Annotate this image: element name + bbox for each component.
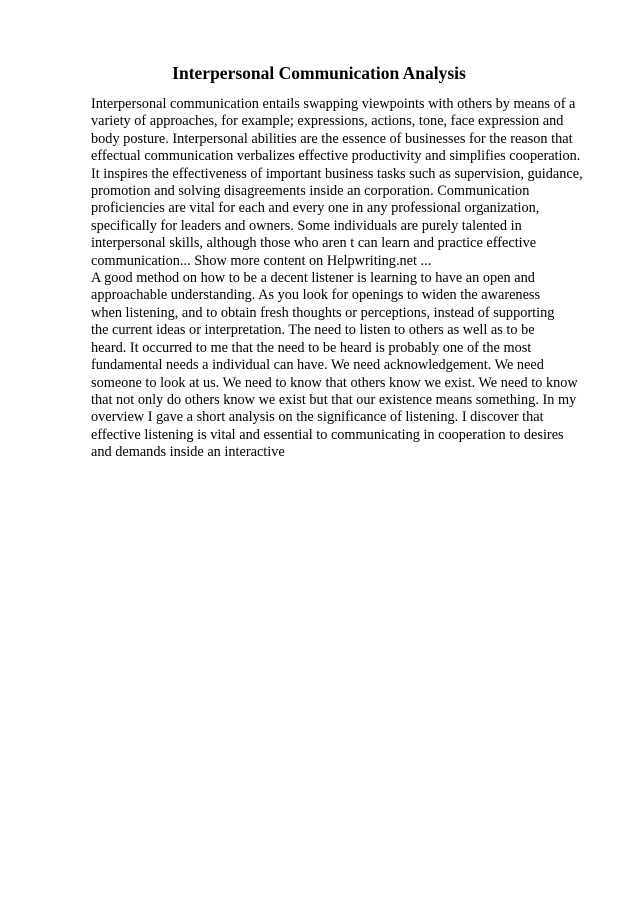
body-line: Interpersonal communication entails swapping viewpoints with others by means of a (91, 96, 576, 112)
body-line: proficiencies are vital for each and every one in any professional organization, (91, 200, 540, 217)
body-line: the current ideas or interpretation. The need to listen to others as well as to be (91, 322, 535, 339)
document-title: Interpersonal Communication Analysis (172, 63, 466, 83)
body-line: It inspires the effectiveness of important business tasks such as supervision, guidance, (91, 165, 583, 182)
body-line: someone to look at us. We need to know that others know we exist. We need to know (91, 374, 578, 391)
body-line: overview I gave a short analysis on the significance of listening. I discover that (91, 409, 544, 426)
body-line: communication... Show more content on Helpwriting.net ... (91, 252, 432, 269)
body-line: interpersonal skills, although those who aren t can learn and practice effective (91, 235, 537, 252)
body-line: heard. It occurred to me that the need to be heard is probably one of the most (91, 339, 532, 356)
body-line: variety of approaches, for example; expressions, actions, tone, face expression and (91, 113, 564, 130)
document-body (91, 96, 601, 462)
body-line: specifically for leaders and owners. Some individuals are purely talented in (91, 217, 522, 234)
body-line: body posture. Interpersonal abilities are the essence of businesses for the reason that (91, 130, 573, 147)
body-line: that not only do others know we exist but that our existence means something. In my (91, 391, 577, 408)
body-line: A good method on how to be a decent listener is learning to have an open and (91, 270, 535, 287)
body-line: fundamental needs a individual can have. We need acknowledgement. We need (91, 357, 544, 374)
body-line: effectual communication verbalizes effective productivity and simplifies cooperation. (91, 148, 581, 165)
body-line: and demands inside an interactive (91, 444, 285, 461)
body-line: when listening, and to obtain fresh thoughts or perceptions, instead of supporting (91, 304, 555, 321)
body-line: promotion and solving disagreements inside an corporation. Communication (91, 183, 530, 200)
body-line: approachable understanding. As you look for openings to widen the awareness (91, 287, 541, 304)
body-line: effective listening is vital and essential to communicating in cooperation to desires (91, 426, 564, 443)
